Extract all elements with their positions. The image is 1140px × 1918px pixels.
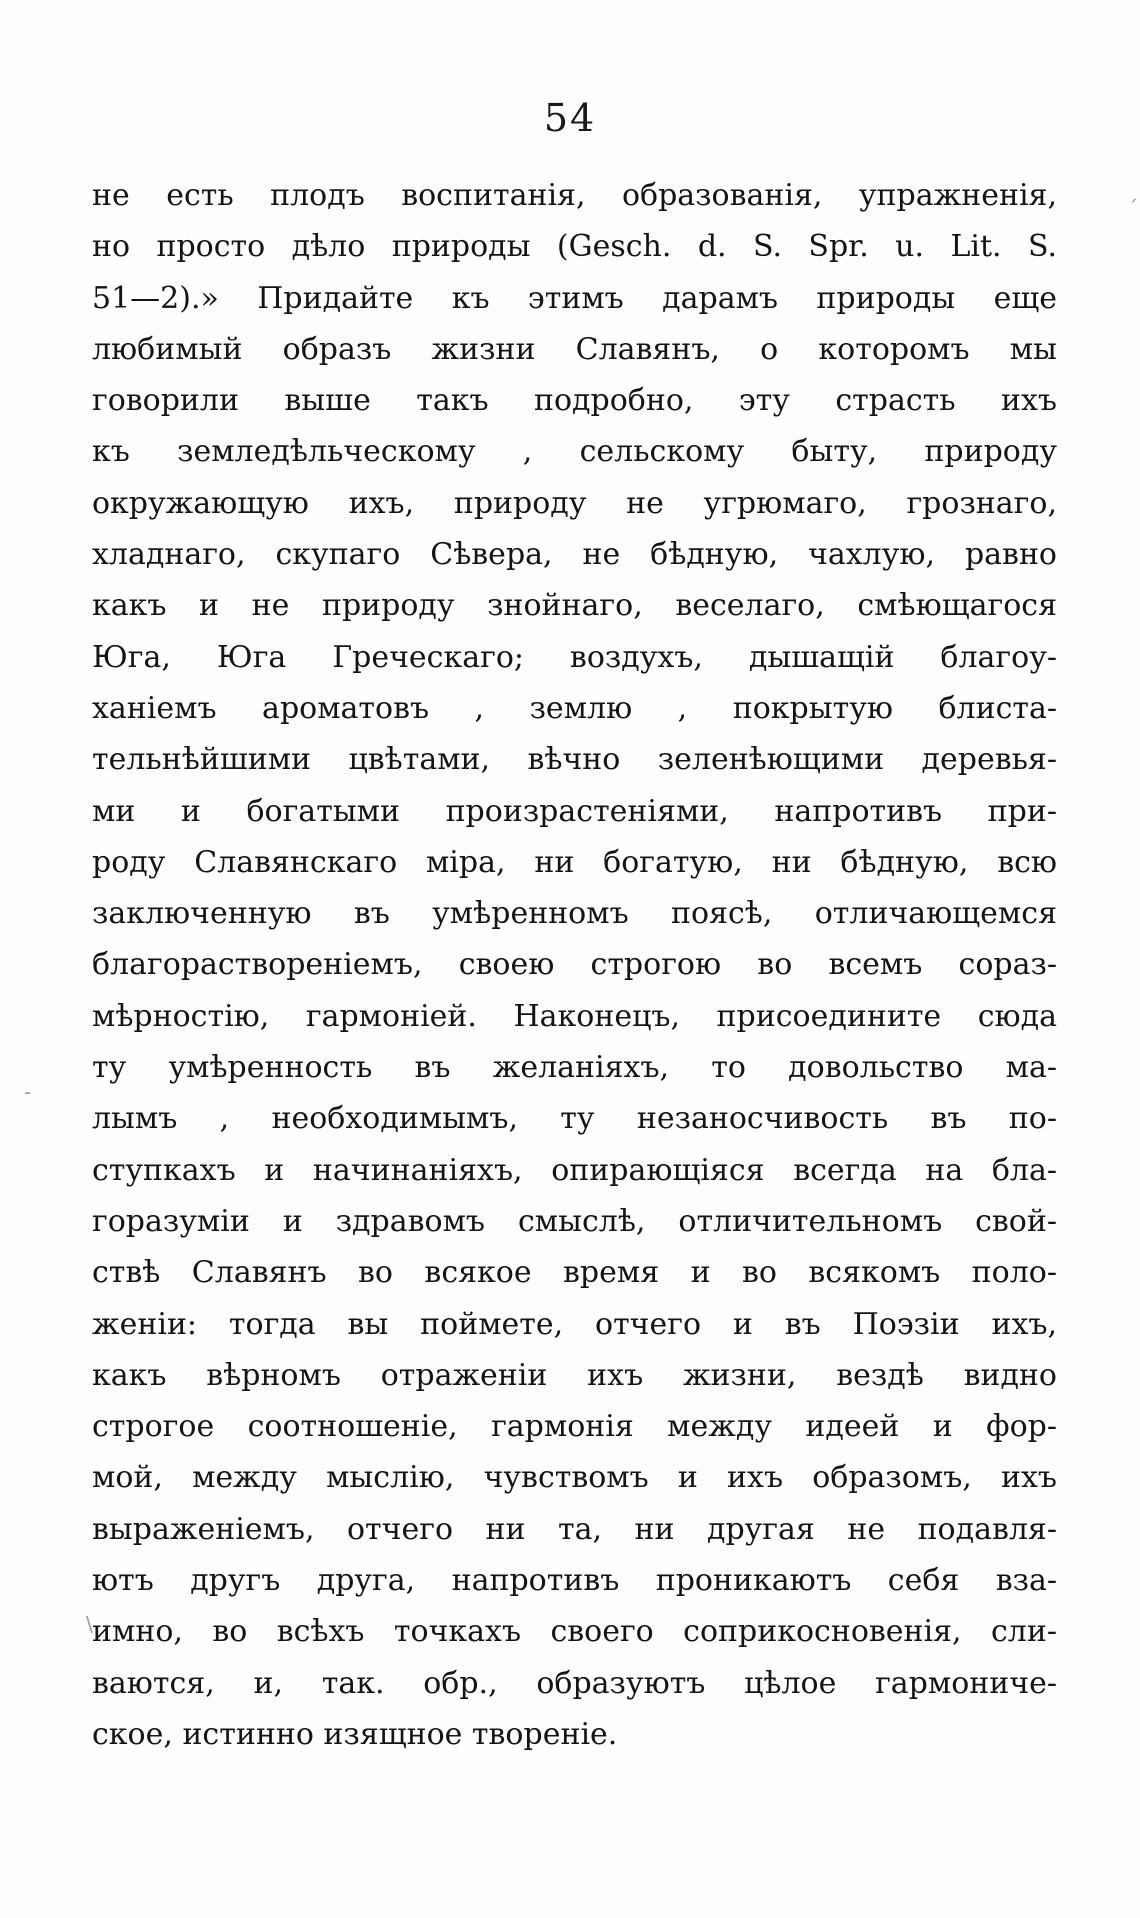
text-line: строгое соотношеніе, гармонія между идеей и фор- [92, 1409, 1057, 1445]
text-line: мой, между мыслію, чувствомъ и ихъ образомъ, ихъ [92, 1460, 1057, 1496]
text-line: имно, во всѣхъ точкахъ своего соприкосновенія, сли- [92, 1614, 1057, 1650]
margin-mark: - [24, 1080, 32, 1104]
text-line: ханіемъ ароматовъ , землю , покрытую блиста- [92, 690, 1057, 726]
text-line: ваются, и, так. обр., образуютъ цѣлое гармониче- [92, 1665, 1057, 1701]
text-line: ступкахъ и начинаніяхъ, опирающіяся всегда на бла- [92, 1152, 1057, 1188]
text-line: 51—2).» Придайте къ этимъ дарамъ природы еще [92, 280, 1057, 316]
margin-mark: ´ [1128, 196, 1138, 220]
text-line: женіи: тогда вы поймете, отчего и въ Поэзіи ихъ, [92, 1306, 1057, 1342]
text-line: мѣрностію, гармоніей. Наконецъ, присоедините сюда [92, 998, 1057, 1034]
text-line: заключенную въ умѣренномъ поясѣ, отличающемся [92, 896, 1057, 932]
text-line: лымъ , необходимымъ, ту незаносчивость въ по- [92, 1101, 1057, 1137]
text-line: роду Славянскаго міра, ни богатую, ни бѣдную, всю [92, 844, 1057, 880]
text-line: къ земледѣльческому , сельскому быту, природу [92, 434, 1057, 470]
text-line: окружающую ихъ, природу не угрюмаго, грознаго, [92, 485, 1057, 521]
text-line: тельнѣйшими цвѣтами, вѣчно зеленѣющими деревья- [92, 742, 1057, 778]
text-line: ствѣ Славянъ во всякое время и во всякомъ поло- [92, 1255, 1057, 1291]
text-line: Юга, Юга Греческаго; воздухъ, дышащій благоу- [92, 639, 1057, 675]
text-line: любимый образъ жизни Славянъ, о которомъ мы [92, 331, 1057, 367]
text-line: ютъ другъ друга, напротивъ проникаютъ себя вза- [92, 1563, 1057, 1599]
text-line: какъ вѣрномъ отраженіи ихъ жизни, вездѣ видно [92, 1357, 1057, 1393]
text-line: ми и богатыми произрастеніями, напротивъ при- [92, 793, 1057, 829]
text-line: благораствореніемъ, своею строгою во всемъ сораз- [92, 947, 1057, 983]
text-line: выраженіемъ, отчего ни та, ни другая не подавля- [92, 1511, 1057, 1547]
page-number: 54 [543, 96, 597, 140]
text-line: ту умѣренность въ желаніяхъ, то довольство ма- [92, 1050, 1057, 1086]
margin-mark: \ [86, 1612, 93, 1636]
text-line: говорили выше такъ подробно, эту страсть ихъ [92, 383, 1057, 419]
text-line: но просто дѣло природы (Gesch. d. S. Spr. u. Lit. S. [92, 229, 1057, 265]
text-line: не есть плодъ воспитанія, образованія, упражненія, [92, 178, 1057, 213]
text-line: какъ и не природу знойнаго, веселаго, смѣющагося [92, 588, 1057, 624]
text-line: хладнаго, скупаго Сѣвера, не бѣдную, чахлую, равно [92, 537, 1057, 573]
body-text [92, 170, 1057, 1760]
text-line-last: ское, истинно изящное твореніе. [92, 1716, 618, 1752]
text-line: горазуміи и здравомъ смыслѣ, отличительномъ свой- [92, 1203, 1057, 1239]
